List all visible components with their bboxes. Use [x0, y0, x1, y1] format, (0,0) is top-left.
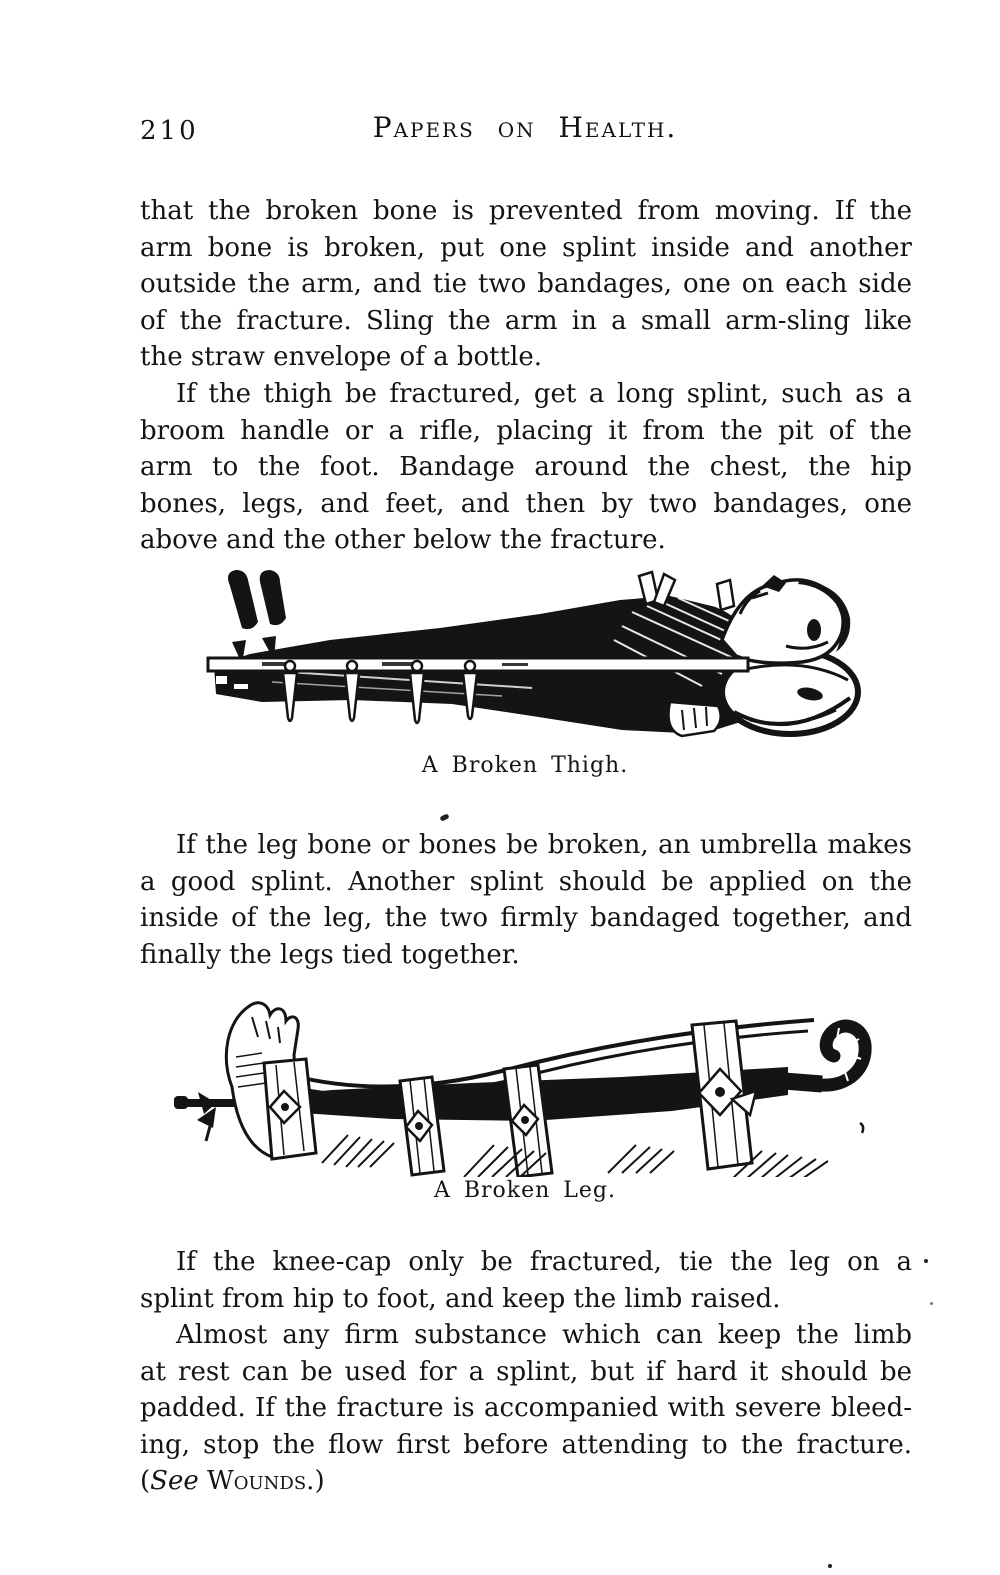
see-reference-italic: See [150, 1466, 199, 1497]
body-line: arm to the foot. Bandage around the chest, the hip [140, 452, 912, 483]
body-line: that the broken bone is prevented from moving. If the [140, 196, 912, 226]
figure-caption: A Broken Thigh. [421, 753, 629, 778]
broken-leg-illustration [172, 995, 877, 1177]
paragraph [140, 1244, 912, 1317]
closing-paren: ( [140, 1466, 151, 1497]
body-line: at rest can be used for a splint, but if hard it should be [140, 1356, 912, 1387]
body-line: a good splint. Another splint should be applied on the [140, 866, 912, 897]
ink-speck [439, 813, 449, 821]
body-line: splint from hip to foot, and keep the limb raised. [140, 1283, 781, 1314]
body-line: bones, legs, and feet, and then by two bandages, one [140, 488, 912, 519]
body-line: broom handle or a rifle, placing it from the pit of the [140, 415, 912, 446]
broken-thigh-illustration [202, 570, 862, 750]
figure-caption: A Broken Leg. [433, 1178, 617, 1203]
body-line: ing, stop the flow first before attending to the fracture. [140, 1429, 912, 1460]
body-line: outside the arm, and tie two bandages, one on each side [140, 269, 912, 300]
figure-broken-leg [172, 995, 877, 1177]
ink-speck [828, 1564, 832, 1568]
body-line: of the fracture. Sling the arm in a small arm-sling like [140, 305, 912, 336]
body-line: Almost any firm substance which can keep the limb [176, 1320, 912, 1350]
body-line: finally the legs tied together. [140, 939, 520, 970]
ink-speck [924, 1259, 928, 1263]
paragraph [140, 827, 912, 973]
body-line: above and the other below the fracture. [140, 525, 666, 556]
body-line: padded. If the fracture is accompanied with severe bleed- [140, 1393, 912, 1424]
paragraph [140, 1317, 912, 1500]
body-line [140, 1463, 912, 1500]
body-line: If the knee-cap only be fractured, tie the leg on a [176, 1247, 912, 1277]
page-number: 210 [140, 116, 199, 146]
body-line: If the thigh be fractured, get a long splint, such as a [176, 379, 912, 409]
paragraph [140, 193, 912, 376]
body-line: If the leg bone or bones be broken, an umbrella makes [176, 830, 912, 860]
body-line: inside of the leg, the two firmly bandaged together, and [140, 903, 912, 934]
body-line: arm bone is broken, put one splint inside and another [140, 232, 912, 263]
body-line: the straw envelope of a bottle. [140, 342, 543, 373]
cross-reference-wounds: Wounds.) [198, 1466, 325, 1497]
ink-speck [930, 1302, 933, 1305]
paragraph [140, 376, 912, 559]
running-header: Papers on Health. [372, 111, 678, 144]
figure-broken-thigh [202, 570, 862, 750]
